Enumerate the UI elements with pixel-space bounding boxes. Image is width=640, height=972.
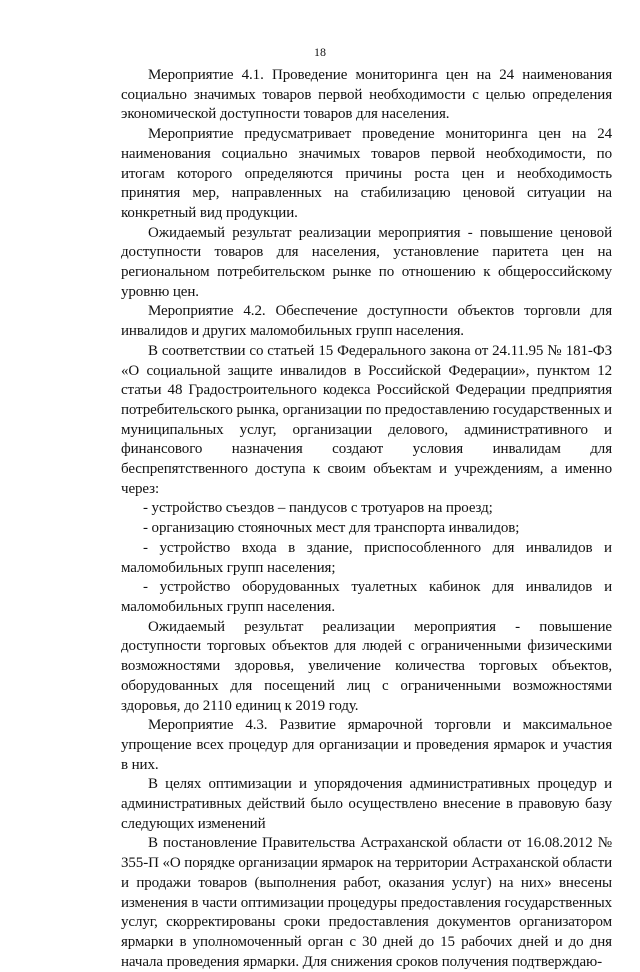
list-item-restrooms: - устройство оборудованных туалетных кабинок для инвалидов и маломобильных групп населения.	[121, 579, 612, 615]
paragraph-measure-4-1-result: Ожидаемый результат реализации мероприятия - повышение ценовой доступности товаров для населения, установление паритета цен на региональном потребительском рынке по отношению к общероссийскому уровню цен.	[121, 224, 612, 300]
page-number: 18	[314, 45, 326, 59]
paragraph-measure-4-2-result: Ожидаемый результат реализации мероприятия - повышение доступности торговых объектов для людей с ограниченными физическими возможностями здоровья, увеличение количества торговых объектов, оборудованных для посещений лиц с ограниченными возможностями здоровья, до 2110 единиц к 2019 году.	[121, 618, 612, 714]
list-item-entrance: - устройство входа в здание, приспособленного для инвалидов и маломобильных групп населения;	[121, 539, 612, 576]
list-item-parking: - организацию стояночных мест для транспорта инвалидов;	[143, 520, 520, 537]
paragraph-measure-4-1-title: Мероприятие 4.1. Проведение мониторинга цен на 24 наименования социально значимых товаров первой необходимости с целью определения экономической доступности товаров для населения.	[121, 67, 612, 123]
paragraph-measure-4-2-title: Мероприятие 4.2. Обеспечение доступности объектов торговли для инвалидов и других маломобильных групп населения.	[121, 303, 612, 340]
paragraph-decree-amendments: В постановление Правительства Астраханской области от 16.08.2012 № 355-П «О порядке организации ярмарок на территории Астраханской области и продажи товаров (выполнения работ, оказания услуг) на них» внесены изменения в части оптимизации процедуры предоставления государственных услуг, скорректированы сроки предоставления документов организатором ярмарки в уполномоченный орган с 30 дней до 15 рабочих дней и до дня начала проведения ярмарки. Для снижения сроков получения подтверждаю-	[121, 835, 612, 970]
list-item-ramps: - устройство съездов – пандусов с тротуаров на проезд;	[143, 500, 493, 517]
paragraph-optimization: В целях оптимизации и упорядочения административных процедур и административных действий было осуществлено внесение в правовую базу следующих изменений	[121, 776, 612, 832]
paragraph-measure-4-2-legal-basis: В соответствии со статьей 15 Федерального закона от 24.11.95 № 181-ФЗ «О социальной защите инвалидов в Российской Федерации», пунктом 12 статьи 48 Градостроительного кодекса Российской Федерации предприятия потребительского рынка, организации по предоставлению государственных и муниципальных услуг, организации делового, административного и финансового назначения создают условия инвалидам для беспрепятственного доступа к своим объектам и учреждениям, а именно через:	[121, 342, 612, 497]
paragraph-measure-4-1-description: Мероприятие предусматривает проведение мониторинга цен на 24 наименования социально значимых товаров первой необходимости, по итогам которого определяются причины роста цен и необходимость принятия мер, направленных на стабилизацию ценовой ситуации на конкретный вид продукции.	[121, 126, 612, 221]
paragraph-measure-4-3-title: Мероприятие 4.3. Развитие ярмарочной торговли и максимальное упрощение всех процедур для организации и проведения ярмарок и участия в них.	[121, 717, 612, 773]
page-body	[121, 66, 612, 972]
